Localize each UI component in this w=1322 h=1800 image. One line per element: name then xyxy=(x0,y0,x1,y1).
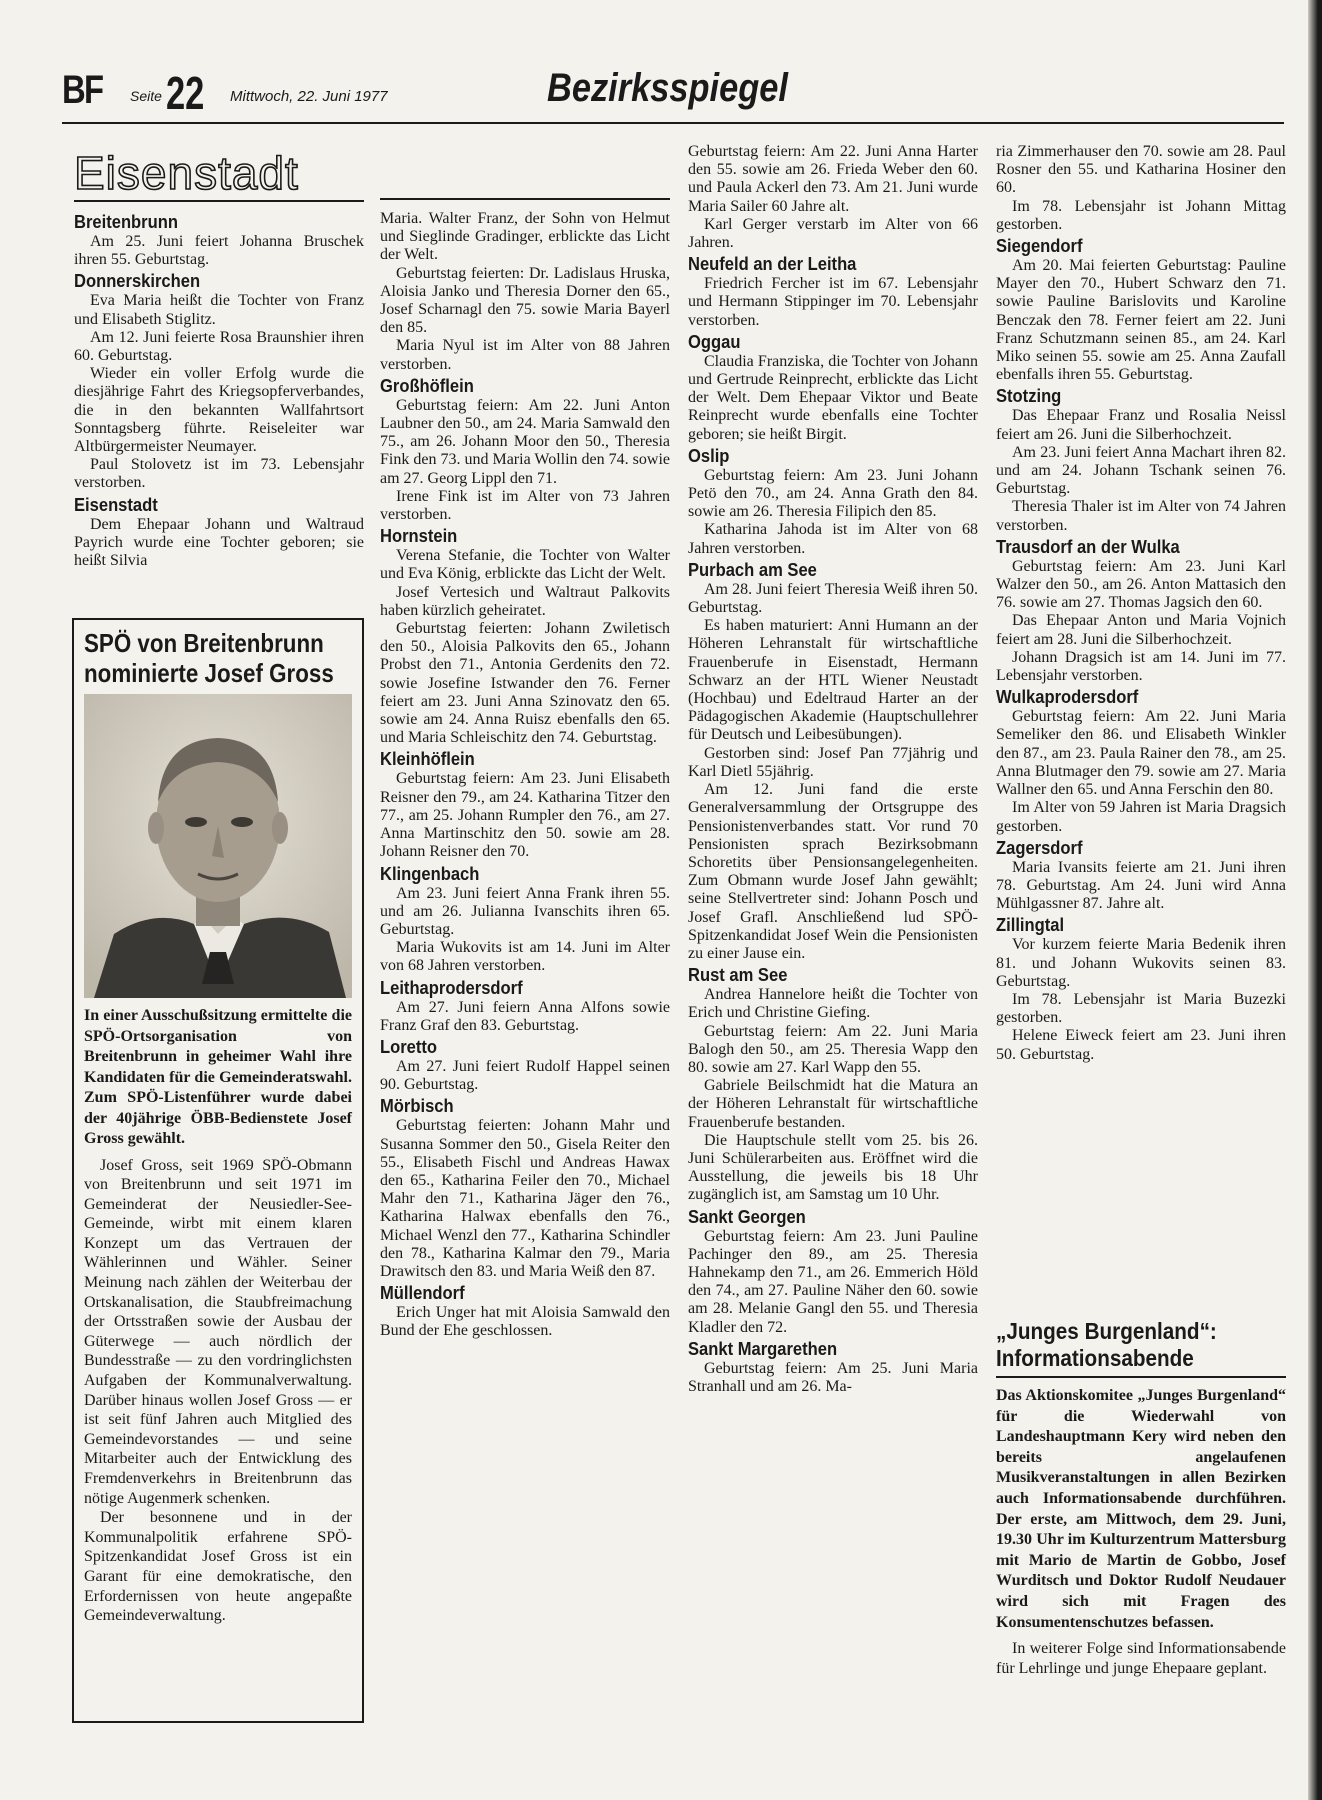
news-paragraph: Helene Eiweck feiert am 23. Juni ihren 50. Geburtstag. xyxy=(996,1027,1286,1063)
news-paragraph: Am 23. Juni feiert Anna Machart ihren 82. und am 24. Johann Tschank seinen 76. Geburtstag. xyxy=(996,443,1286,498)
gross-article-box xyxy=(72,618,364,1723)
paper-logo: BF xyxy=(62,68,103,112)
town-heading: Mörbisch xyxy=(380,1096,454,1117)
box-paragraph: Der besonnene und in der Kommunalpolitik erfahrene SPÖ-Spitzenkandidat Josef Gross ist ein Garant für eine demokratische, den Erfordernissen von heute angepaßte Gemeindeverwaltung. xyxy=(84,1509,352,1625)
news-paragraph: Gestorben sind: Josef Pan 77jährig und Karl Dietl 55jährig. xyxy=(688,744,978,780)
news-paragraph: Am 27. Juni feiert Rudolf Happel seinen 90. Geburtstag. xyxy=(380,1057,670,1094)
news-paragraph: Theresia Thaler ist im Alter von 74 Jahren verstorben. xyxy=(996,498,1286,534)
news-paragraph: Josef Vertesich und Waltraut Palkovits haben kürzlich geheiratet. xyxy=(380,583,670,619)
page-number: 22 xyxy=(166,67,205,119)
news-paragraph: Maria Ivansits feierte am 21. Juni ihren 78. Geburtstag. Am 24. Juni wird Anna Mühlgassner 87. Jahre alt. xyxy=(996,858,1286,913)
town-heading: Zagersdorf xyxy=(996,837,1083,858)
column-1 xyxy=(74,210,364,570)
column-3 xyxy=(688,143,978,1396)
town-heading: Großhöflein xyxy=(380,375,474,396)
news-paragraph: Das Ehepaar Anton und Maria Vojnich feiert am 28. Juni die Silberhochzeit. xyxy=(996,612,1286,648)
news-paragraph: Geburtstag feierten: Johann Mahr und Susanna Sommer den 50., Gisela Reiter den 55., Elisabeth Fischl und Andreas Hawax den 65., Katharina Feiler den 70., Michael Mahr den 71., Katharina Jäger den 76., Katharina Halwax ebenfalls den 76., Michael Wenzl den 77., Katharina Schindler den 78., Katharina Kalmar den 79., Maria Drawitsch den 83. und Maria Weiß den 87. xyxy=(380,1117,670,1280)
news-paragraph: Am 12. Juni fand die erste Generalversammlung der Ortsgruppe des Pensionistenverbandes statt. Vor rund 70 Pensionisten sprach Bezirksobmann Schoretits über Pensionsangelegenheiten. Zum Obmann wurde Josef Jahn gewählt; seine Stellvertreter sind: Johann Posch und Josef Grafl. Anschließend lud SPÖ-Spitzenkandidat Josef Wein die Pensionisten zu einer Jause ein. xyxy=(688,781,978,962)
town-heading: Kleinhöflein xyxy=(380,749,475,770)
news-paragraph: Katharina Jahoda ist im Alter von 68 Jahren verstorben. xyxy=(688,521,978,557)
junges-body: In weiterer Folge sind Informationsabende für Lehrlinge und junge Ehepaare geplant. xyxy=(996,1640,1286,1677)
town-heading: Hornstein xyxy=(380,526,458,547)
town-heading: Eisenstadt xyxy=(74,494,158,515)
news-paragraph: Maria. Walter Franz, der Sohn von Helmut und Sieglinde Gradinger, erblickte das Licht der Welt. xyxy=(380,210,670,264)
district-rule xyxy=(74,200,364,202)
news-paragraph: Maria Nyul ist im Alter von 88 Jahren verstorben. xyxy=(380,337,670,373)
section-title: Bezirksspiegel xyxy=(547,66,788,110)
town-heading: Purbach am See xyxy=(688,559,817,580)
town-heading: Zillingtal xyxy=(996,915,1065,936)
town-heading: Rust am See xyxy=(688,965,788,986)
news-paragraph: Am 25. Juni feiert Johanna Bruschek ihren 55. Geburtstag. xyxy=(74,233,364,269)
issue-date: Mittwoch, 22. Juni 1977 xyxy=(230,88,388,105)
junges-lead: Das Aktionskomitee „Junges Burgenland“ für die Wiederwahl von Landeshauptmann Kery wird neben den bereits angelaufenen Musikveranstaltungen in allen Bezirken auch Informationsabende durchführen. Der erste, am Mittwoch, dem 29. Juni, 19.30 Uhr im Kulturzentrum Mattersburg mit Mario de Martin de Gobbo, Josef Wurditsch und Doktor Rudolf Neudauer wird sich mit Fragen des Konsumentenschutzes befassen. xyxy=(996,1387,1286,1631)
news-paragraph: Geburtstag feierten: Johann Zwiletisch den 50., Aloisia Palkovits den 65., Johann Probst den 71., Antonia Gerdenits den 72. sowie Josefine Istwander den 76. Ferner feiert am 23. Juni Anna Szinovatz den 65. sowie am 24. Anna Ruisz ebenfalls den 65. und Maria Schleischitz den 74. Geburtstag. xyxy=(380,620,670,747)
junges-headline: „Junges Burgenland“: Informationsabende xyxy=(996,1318,1217,1371)
news-paragraph: Geburtstag feiern: Am 23. Juni Elisabeth Reisner den 79., am 24. Katharina Titzer den 77., am 25. Johann Rumpler den 76., am 27. Anna Martinschitz den 50. sowie am 28. Johann Reisner den 70. xyxy=(380,770,670,861)
news-paragraph: Geburtstag feiern: Am 23. Juni Johann Petö den 70., am 24. Anna Grath den 84. sowie am 26. Theresia Filipich den 85. xyxy=(688,466,978,521)
town-heading: Loretto xyxy=(380,1036,438,1057)
town-heading: Sankt Georgen xyxy=(688,1206,806,1227)
town-heading: Wulkaprodersdorf xyxy=(996,687,1139,708)
news-paragraph: Am 27. Juni feiern Anna Alfons sowie Franz Graf den 83. Geburtstag. xyxy=(380,998,670,1034)
news-paragraph: Geburtstag feierten: Dr. Ladislaus Hruska, Aloisia Janko und Theresia Dorner den 65., Josef Scharnagl den 75. sowie Maria Bayerl den 85. xyxy=(380,264,670,337)
masthead xyxy=(62,64,1284,124)
town-heading: Donnerskirchen xyxy=(74,271,201,292)
news-paragraph: Wieder ein voller Erfolg wurde die diesjährige Fahrt des Kriegsopferverbandes, die in den bekannten Wallfahrtsort Sonntagsberg führte. Reiseleiter war Altbürgermeister Neumayer. xyxy=(74,365,364,456)
town-heading: Leithaprodersdorf xyxy=(380,977,523,998)
town-heading: Neufeld an der Leitha xyxy=(688,254,857,275)
news-paragraph: Es haben maturiert: Anni Humann an der Höheren Lehranstalt für wirtschaftliche Frauenberufe in Eisenstadt, Hermann Schwarz an der HTL Wiener Neustadt (Hochbau) und Edeltraud Harter an der Pädagogischen Akademie (Hauptschullehrer für Deutsch und Leibesübungen). xyxy=(688,617,978,744)
news-paragraph: Geburtstag feiern: Am 22. Juni Anna Harter den 55. sowie am 26. Frieda Weber den 60. und Paula Ackerl den 73. Am 21. Juni wurde Maria Sailer 60 Jahre alt. xyxy=(688,143,978,215)
news-paragraph: Am 12. Juni feierte Rosa Braunshier ihren 60. Geburtstag. xyxy=(74,328,364,365)
column-top-rule xyxy=(380,198,670,200)
news-paragraph: Dem Ehepaar Johann und Waltraud Payrich wurde eine Tochter geboren; sie heißt Silvia xyxy=(74,515,364,570)
page-edge-shadow xyxy=(1308,0,1322,1800)
masthead-rule xyxy=(62,122,1284,124)
news-paragraph: Andrea Hannelore heißt die Tochter von Erich und Christine Giefing. xyxy=(688,986,978,1022)
news-paragraph: Verena Stefanie, die Tochter von Walter und Eva König, erblickte das Licht der Welt. xyxy=(380,547,670,583)
news-paragraph: Geburtstag feiern: Am 23. Juni Karl Walzer den 50., am 26. Anton Mattasich den 76. sowie am 27. Thomas Jagsich den 60. xyxy=(996,557,1286,612)
junges-burgenland-article xyxy=(996,1318,1286,1678)
news-paragraph: Im 78. Lebensjahr ist Maria Buzezki gestorben. xyxy=(996,990,1286,1027)
news-paragraph: Am 23. Juni feiert Anna Frank ihren 55. und am 26. Julianna Ivanschits ihren 65. Geburtstag. xyxy=(380,884,670,938)
news-paragraph: Die Hauptschule stellt vom 25. bis 26. Juni Schülerarbeiten aus. Eröffnet wird die Ausstellung, die jeweils bis 18 Uhr zugänglich ist, am Samstag um 10 Uhr. xyxy=(688,1131,978,1204)
news-paragraph: Erich Unger hat mit Aloisia Samwald den Bund der Ehe geschlossen. xyxy=(380,1304,670,1340)
box-lead: In einer Ausschußsitzung ermittelte die SPÖ-Ortsorganisation von Breitenbrunn in geheimer Wahl ihre Kandidaten für die Gemeinderatswahl. Zum SPÖ-Listenführer wurde dabei der 40jährige ÖBB-Bedienstete Josef Gross gewählt. xyxy=(84,1007,352,1147)
news-paragraph: Geburtstag feiern: Am 23. Juni Pauline Pachinger den 89., am 25. Theresia Hahnekamp den 71., am 26. Emmerich Höld den 74., am 27. Pauline Näher den 60. sowie am 28. Melanie Gangl den 55. und Theresia Kladler den 72. xyxy=(688,1227,978,1336)
town-heading: Oslip xyxy=(688,445,730,466)
news-paragraph: Am 20. Mai feierten Geburtstag: Pauline Mayer den 70., Hubert Schwarz den 71. sowie Pauline Barislovits und Karoline Benczak den 78. Ferner feiert am 22. Juni Franz Schutzmann seinen 85., am 24. Karl Miko seinen 55. sowie am 25. Anna Zaufall ebenfalls ihren 55. Geburtstag. xyxy=(996,257,1286,384)
news-paragraph: Karl Gerger verstarb im Alter von 66 Jahren. xyxy=(688,215,978,252)
town-heading: Stotzing xyxy=(996,386,1062,407)
news-paragraph: Geburtstag feiern: Am 25. Juni Maria Stranhall und am 26. Ma- xyxy=(688,1359,978,1395)
portrait-illustration xyxy=(84,694,352,998)
news-paragraph: Geburtstag feiern: Am 22. Juni Anton Laubner den 50., am 24. Maria Samwald den 75., am 26. Johann Moor den 50., Theresia Fink den 73. und Maria Wollin den 74. sowie am 27. Georg Lippl den 71. xyxy=(380,396,670,487)
news-paragraph: Gabriele Beilschmidt hat die Matura an der Höheren Lehranstalt für wirtschaftliche Frauenberufe bestanden. xyxy=(688,1077,978,1131)
news-paragraph: Eva Maria heißt die Tochter von Franz und Elisabeth Stiglitz. xyxy=(74,292,364,328)
portrait-photo xyxy=(84,694,352,998)
news-paragraph: Johann Dragsich ist am 14. Juni im 77. Lebensjahr verstorben. xyxy=(996,648,1286,685)
news-paragraph: Im Alter von 59 Jahren ist Maria Dragsich gestorben. xyxy=(996,799,1286,835)
town-heading: Trausdorf an der Wulka xyxy=(996,536,1180,557)
news-paragraph: Friedrich Fercher ist im 67. Lebensjahr und Hermann Stippinger im 70. Lebensjahr verstorben. xyxy=(688,275,978,329)
news-paragraph: Im 78. Lebensjahr ist Johann Mittag gestorben. xyxy=(996,197,1286,233)
town-heading: Oggau xyxy=(688,331,741,352)
box-body xyxy=(84,1156,352,1626)
town-heading: Breitenbrunn xyxy=(74,212,178,232)
seite-label: Seite xyxy=(130,88,162,104)
news-paragraph: Geburtstag feiern: Am 22. Juni Maria Semeliker den 86. und Elisabeth Winkler den 87., am 23. Paula Rainer den 78., am 25. Anna Blutmager den 79. sowie am 27. Maria Wallner den 65. und Anna Ferschin den 80. xyxy=(996,708,1286,799)
column-4 xyxy=(996,143,1286,1064)
news-paragraph: Claudia Franziska, die Tochter von Johann und Gertrude Reinprecht, erblickte das Licht der Welt. Dem Ehepaar Viktor und Beate Reinprecht wurde ebenfalls eine Tochter geboren; sie heißt Birgit. xyxy=(688,352,978,443)
box-paragraph: Josef Gross, seit 1969 SPÖ-Obmann von Breitenbrunn und seit 1971 im Gemeinderat der Neusiedler-See-Gemeinde, wirbt mit einem klaren Konzept um das Vertrauen der Wählerinnen und Wähler. Seiner Meinung nach zählen der Weiterbau der Ortskanalisation, die Staubfreimachung der Ortsstraßen sowie der Ausbau der Güterwege — auch nördlich der Bundesstraße — zu den vordringlichsten Aufgaben der Kommunalverwaltung. Darüber hinaus wollen Josef Gross — er ist seit fünf Jahren auch Mitglied des Gemeindevorstandes — und seine Mitarbeiter auch der Entwicklung des Fremdenverkehrs in Breitenbrunn das nötige Augenmerk schenken. xyxy=(84,1156,352,1507)
town-heading: Müllendorf xyxy=(380,1283,465,1304)
box-headline: SPÖ von Breitenbrunn nominierte Josef Gross xyxy=(84,628,334,688)
town-heading: Klingenbach xyxy=(380,863,480,884)
news-paragraph: Vor kurzem feierte Maria Bedenik ihren 81. und Johann Wukovits seinen 83. Geburtstag. xyxy=(996,936,1286,990)
town-heading: Sankt Margarethen xyxy=(688,1338,838,1359)
town-heading: Siegendorf xyxy=(996,236,1083,257)
news-paragraph: Am 28. Juni feiert Theresia Weiß ihren 50. Geburtstag. xyxy=(688,580,978,617)
column-2 xyxy=(380,210,670,1341)
junges-rule xyxy=(996,1376,1286,1378)
news-paragraph: Paul Stolovetz ist im 73. Lebensjahr verstorben. xyxy=(74,456,364,492)
district-heading: Eisenstadt xyxy=(74,147,299,199)
news-paragraph: Das Ehepaar Franz und Rosalia Neissl feiert am 26. Juni die Silberhochzeit. xyxy=(996,407,1286,443)
news-paragraph: ria Zimmerhauser den 70. sowie am 28. Paul Rosner den 55. und Katharina Hosiner den 60. xyxy=(996,143,1286,197)
news-paragraph: Geburtstag feiern: Am 22. Juni Maria Balogh den 50., am 25. Theresia Wapp den 80. sowie am 27. Karl Wapp den 55. xyxy=(688,1022,978,1076)
news-paragraph: Irene Fink ist im Alter von 73 Jahren verstorben. xyxy=(380,487,670,524)
news-paragraph: Maria Wukovits ist am 14. Juni im Alter von 68 Jahren verstorben. xyxy=(380,939,670,975)
